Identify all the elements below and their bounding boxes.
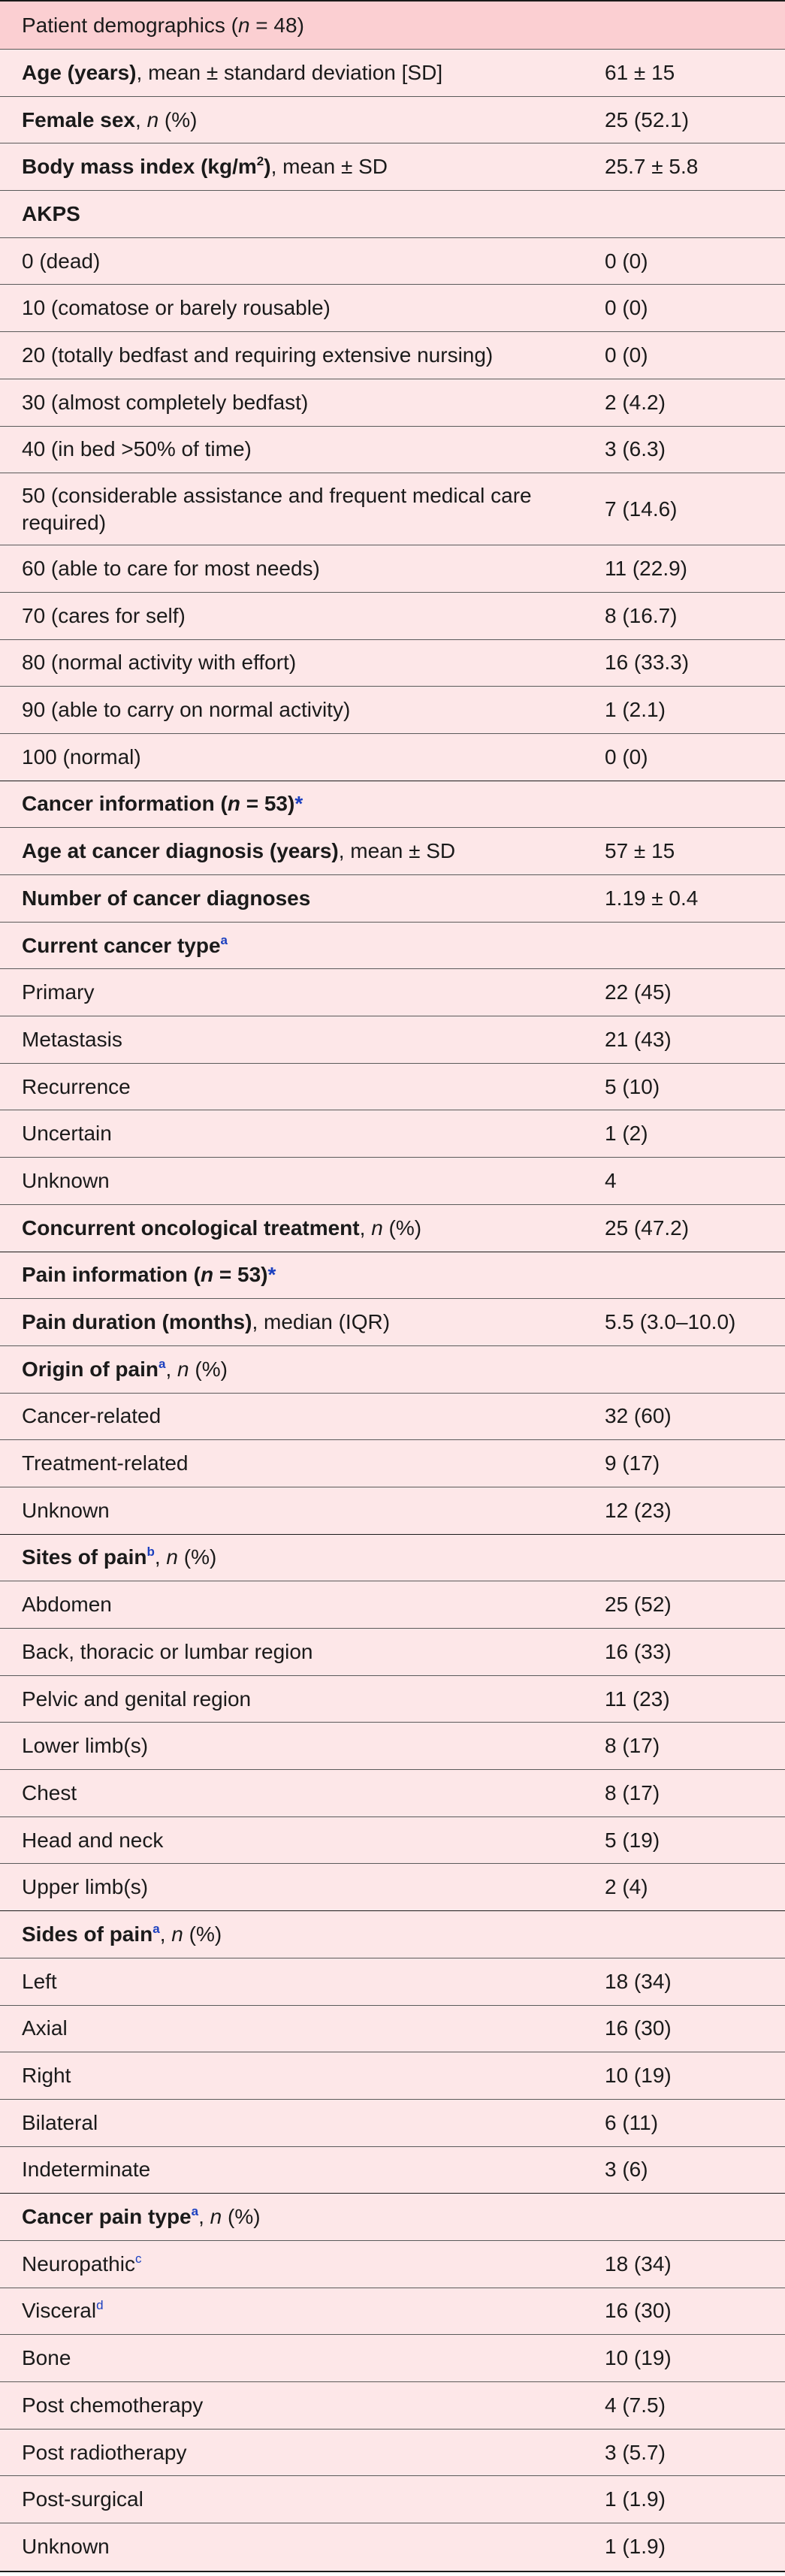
row-label: Left (22, 1969, 57, 1993)
table-row (0, 427, 785, 474)
table-row (0, 2052, 785, 2100)
row-value: 8 (17) (605, 1780, 660, 1804)
table-row (0, 2147, 785, 2194)
row-label: Back, thoracic or lumbar region (22, 1639, 313, 1663)
row-value: 0 (0) (605, 744, 648, 769)
row-label: Age at cancer diagnosis (years), mean ± SD (22, 839, 456, 863)
row-label: Axial (22, 2016, 68, 2040)
section-row-akps (0, 191, 785, 238)
row-label: Indeterminate (22, 2158, 151, 2182)
row-label: Sides of pain$^a$, n (%) (22, 1921, 222, 1946)
row-label: Pelvic and genital region (22, 1687, 252, 1711)
row-value: 25 (52) (605, 1593, 672, 1617)
row-label: Visceral$^d$ (22, 2298, 104, 2323)
row-label: Treatment-related (22, 1451, 189, 1475)
row-label: Uncertain (22, 1122, 112, 1146)
row-label: Post chemotherapy (22, 2393, 204, 2417)
row-label: Metastasis (22, 1027, 122, 1051)
row-label: Female sex, n (%) (22, 107, 198, 131)
row-value: 16 (30) (605, 2299, 672, 2323)
row-label: 60 (able to care for most needs) (22, 557, 320, 581)
section-row-origin-of-pain (0, 1346, 785, 1394)
row-value: 5 (19) (605, 1828, 660, 1852)
table-row (0, 1723, 785, 1770)
row-value: 9 (17) (605, 1451, 660, 1475)
row-value: 12 (23) (605, 1498, 672, 1522)
row-label: AKPS (22, 201, 80, 225)
row-label: Cancer pain type$^a$, n (%) (22, 2204, 261, 2229)
row-value: 25 (52.1) (605, 107, 690, 131)
row-label: Current cancer type$^a$ (22, 932, 228, 957)
table-row (0, 1676, 785, 1723)
table-row (0, 1817, 785, 1865)
row-value: 1 (1.9) (605, 2487, 666, 2511)
row-label: Concurrent oncological treatment, n (%) (22, 1216, 422, 1240)
table-row (0, 379, 785, 427)
section-row-pain-information (0, 1252, 785, 1300)
row-label: Origin of pain$^a$, n (%) (22, 1356, 228, 1381)
table-row (0, 97, 785, 144)
row-label: Post-surgical (22, 2487, 143, 2511)
row-label: Pain information (n = 53)* (22, 1263, 276, 1287)
row-value: 1 (2.1) (605, 698, 666, 722)
row-value: 1 (2) (605, 1122, 648, 1146)
table-row (0, 593, 785, 640)
row-label: Cancer information (n = 53)* (22, 792, 303, 816)
row-label: Recurrence (22, 1074, 131, 1098)
table-row (0, 828, 785, 875)
row-value: 10 (19) (605, 2064, 672, 2088)
table-row (0, 2382, 785, 2430)
row-label: Body mass index $(kg/m^2)$, mean ± SD (22, 154, 388, 179)
row-label: Chest (22, 1780, 77, 1804)
row-label: 90 (able to carry on normal activity) (22, 698, 351, 722)
table-row (0, 143, 785, 191)
table-row (0, 969, 785, 1016)
row-label: Primary (22, 980, 95, 1004)
row-value: 1 (1.9) (605, 2535, 666, 2559)
row-value: 1.19 ± 0.4 (605, 886, 699, 910)
row-label: 30 (almost completely bedfast) (22, 390, 309, 414)
row-value: 3 (6.3) (605, 437, 666, 461)
row-value: 16 (30) (605, 2016, 672, 2040)
row-value: 3 (6) (605, 2158, 648, 2182)
table-row (0, 1205, 785, 1252)
row-value: 5 (10) (605, 1074, 660, 1098)
table-row (0, 1487, 785, 1535)
row-value: 10 (19) (605, 2346, 672, 2370)
row-label: Unknown (22, 1168, 110, 1192)
table-row (0, 2430, 785, 2477)
row-label: Unknown (22, 2535, 110, 2559)
row-label: Bone (22, 2346, 71, 2370)
row-value: 7 (14.6) (605, 497, 678, 521)
table-row (0, 2100, 785, 2147)
table-row (0, 1064, 785, 1111)
row-label: Lower limb(s) (22, 1734, 149, 1758)
row-value: 3 (5.7) (605, 2440, 666, 2464)
table-row (0, 1394, 785, 1441)
row-label: Pain duration (months), median (IQR) (22, 1310, 391, 1334)
section-row-sides-of-pain (0, 1911, 785, 1958)
table-row (0, 332, 785, 379)
row-value: 11 (23) (605, 1687, 670, 1711)
table-row (0, 2476, 785, 2523)
row-label: 70 (cares for self) (22, 603, 186, 627)
row-value: 0 (0) (605, 296, 648, 320)
table-row (0, 1770, 785, 1817)
row-value: 4 (7.5) (605, 2393, 666, 2417)
row-label: Abdomen (22, 1593, 112, 1617)
row-value: 8 (17) (605, 1734, 660, 1758)
section-row-cancer-information (0, 781, 785, 829)
row-label: 0 (dead) (22, 249, 101, 273)
row-value: 0 (0) (605, 343, 648, 367)
table-row (0, 1016, 785, 1064)
table-row (0, 1581, 785, 1629)
row-label: 50 (considerable assistance and frequent medical care required) (22, 483, 532, 534)
table-row (0, 545, 785, 593)
table-row (0, 687, 785, 734)
row-value: 22 (45) (605, 980, 672, 1004)
row-value: 11 (22.9) (605, 557, 687, 581)
row-label: Post radiotherapy (22, 2440, 187, 2464)
row-value: 2 (4.2) (605, 390, 666, 414)
row-label: Bilateral (22, 2110, 98, 2134)
table-row (0, 1958, 785, 2006)
table-row (0, 640, 785, 687)
table-row (0, 2241, 785, 2288)
section-row-sites-of-pain (0, 1535, 785, 1582)
row-value: 61 ± 15 (605, 60, 675, 84)
row-label: 80 (normal activity with effort) (22, 651, 297, 675)
row-label: Right (22, 2064, 71, 2088)
row-label: Age (years), mean ± standard deviation [SD] (22, 60, 443, 84)
table-row (0, 50, 785, 97)
row-label: 10 (comatose or barely rousable) (22, 296, 331, 320)
row-value: 32 (60) (605, 1404, 672, 1428)
row-value: 16 (33) (605, 1639, 672, 1663)
row-label: Cancer-related (22, 1404, 162, 1428)
row-value: 16 (33.3) (605, 651, 690, 675)
header-label: Patient demographics (n = 48) (22, 13, 304, 37)
section-row-cancer-pain-type (0, 2194, 785, 2241)
row-label: Neuropathic$^c$ (22, 2251, 142, 2276)
table-row (0, 734, 785, 781)
row-label: 20 (totally bedfast and requiring extensive nursing) (22, 343, 494, 367)
row-value: 2 (4) (605, 1875, 648, 1899)
section-row-current-cancer-type (0, 923, 785, 970)
row-value: 25 (47.2) (605, 1216, 690, 1240)
table-row (0, 1629, 785, 1676)
row-value: 18 (34) (605, 1969, 672, 1993)
table-row (0, 2288, 785, 2336)
row-value: 18 (34) (605, 2251, 672, 2276)
table-row (0, 1864, 785, 1911)
row-label: 40 (in bed >50% of time) (22, 437, 252, 461)
row-label: Unknown (22, 1498, 110, 1522)
table-row (0, 1299, 785, 1346)
row-label: Upper limb(s) (22, 1875, 149, 1899)
table-row (0, 875, 785, 923)
row-label: Sites of pain$^b$, n (%) (22, 1545, 217, 1569)
table-row (0, 1158, 785, 1205)
row-value: 21 (43) (605, 1027, 672, 1051)
table-row (0, 473, 785, 545)
row-value: 4 (605, 1168, 617, 1192)
row-value: 25.7 ± 5.8 (605, 155, 699, 179)
table-row (0, 1110, 785, 1158)
row-value: 8 (16.7) (605, 603, 678, 627)
table-row (0, 1440, 785, 1487)
row-label: Head and neck (22, 1828, 164, 1852)
row-value: 5.5 (3.0–10.0) (605, 1310, 736, 1334)
row-label: 100 (normal) (22, 744, 141, 769)
row-value: 0 (0) (605, 249, 648, 273)
table-header-row (0, 2, 785, 50)
row-label: Number of cancer diagnoses (22, 886, 311, 910)
table-row (0, 238, 785, 285)
table-row (0, 2335, 785, 2382)
table-row (0, 285, 785, 332)
table-row (0, 2523, 785, 2571)
row-value: 57 ± 15 (605, 839, 675, 863)
row-value: 6 (11) (605, 2110, 659, 2134)
table-row (0, 2006, 785, 2053)
